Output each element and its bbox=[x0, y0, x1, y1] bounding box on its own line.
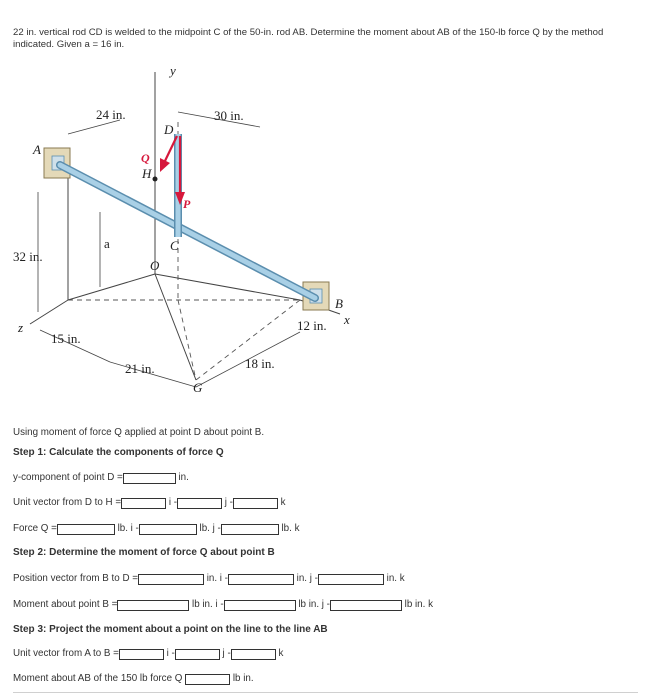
dim-21in: 21 in. bbox=[125, 361, 155, 376]
step3-title: Step 3: Project the moment about a point on the line to the line AB bbox=[13, 624, 328, 635]
position-bd-j-input[interactable] bbox=[228, 574, 294, 585]
step1-force-row: Force Q = lb. i - lb. j - lb. k bbox=[13, 523, 300, 534]
force-q-i-input[interactable] bbox=[57, 524, 115, 535]
label-g-point: G bbox=[193, 380, 203, 395]
dim-32in: 32 in. bbox=[13, 249, 43, 264]
moment-b-i-input[interactable] bbox=[117, 600, 189, 611]
label-h-point: H bbox=[142, 166, 152, 181]
step2-position-row: Position vector from B to D = in. i - in. j - in. k bbox=[13, 573, 405, 584]
step1-unit-vector-row: Unit vector from D to H = i - j - k bbox=[13, 497, 286, 508]
y-component-input[interactable] bbox=[123, 473, 176, 484]
step1-title: Step 1: Calculate the components of force Q bbox=[13, 447, 224, 458]
dim-12in: 12 in. bbox=[297, 318, 327, 333]
step2-moment-row: Moment about point B = lb in. i - lb in. j - lb in. k bbox=[13, 599, 433, 610]
unit-vector-dh-i-input[interactable] bbox=[121, 498, 166, 509]
label-c-point: C bbox=[170, 238, 179, 253]
label-x: x bbox=[344, 312, 350, 327]
point-h bbox=[153, 177, 158, 182]
force-q-j-input[interactable] bbox=[139, 524, 197, 535]
label-q-force: Q bbox=[141, 151, 150, 165]
moment-ab-input[interactable] bbox=[185, 674, 230, 685]
step2-title: Step 2: Determine the moment of force Q about point B bbox=[13, 547, 275, 558]
unit-vector-ab-i-input[interactable] bbox=[119, 649, 164, 660]
figure-rod-assembly bbox=[0, 62, 650, 402]
intro-text: Using moment of force Q applied at point D about point B. bbox=[13, 427, 265, 438]
dim-24in: 24 in. bbox=[96, 107, 126, 122]
problem-statement: 22 in. vertical rod CD is welded to the midpoint C of the 50-in. rod AB. Determine the moment about AB of the 150-lb force Q by the method indicated. Given a = 16 in. bbox=[13, 27, 604, 50]
step1-y-component-row: y-component of point D = in. bbox=[13, 472, 189, 483]
label-o-point: O bbox=[150, 258, 160, 273]
label-d-point: D bbox=[164, 122, 174, 137]
label-a-point: A bbox=[33, 142, 41, 157]
label-y: y bbox=[170, 63, 176, 78]
moment-b-j-input[interactable] bbox=[224, 600, 296, 611]
dim-18in: 18 in. bbox=[245, 356, 275, 371]
unit-vector-dh-j-input[interactable] bbox=[177, 498, 222, 509]
dim-15in: 15 in. bbox=[51, 331, 81, 346]
label-p-force: P bbox=[183, 197, 191, 211]
unit-vector-dh-k-input[interactable] bbox=[233, 498, 278, 509]
label-b-point: B bbox=[335, 296, 343, 311]
step3-moment-ab-row: Moment about AB of the 150 lb force Q lb in. bbox=[13, 673, 254, 684]
dashed-lines bbox=[68, 122, 300, 380]
force-q-k-input[interactable] bbox=[221, 524, 279, 535]
position-bd-i-input[interactable] bbox=[138, 574, 204, 585]
moment-b-k-input[interactable] bbox=[330, 600, 402, 611]
step3-unit-vector-row: Unit vector from A to B = i - j - k bbox=[13, 648, 284, 659]
unit-vector-ab-j-input[interactable] bbox=[175, 649, 220, 660]
position-bd-k-input[interactable] bbox=[318, 574, 384, 585]
dim-30in: 30 in. bbox=[214, 108, 244, 123]
label-z: z bbox=[18, 320, 24, 335]
label-a-dim: a bbox=[104, 236, 110, 251]
bottom-divider bbox=[13, 692, 638, 693]
unit-vector-ab-k-input[interactable] bbox=[231, 649, 276, 660]
